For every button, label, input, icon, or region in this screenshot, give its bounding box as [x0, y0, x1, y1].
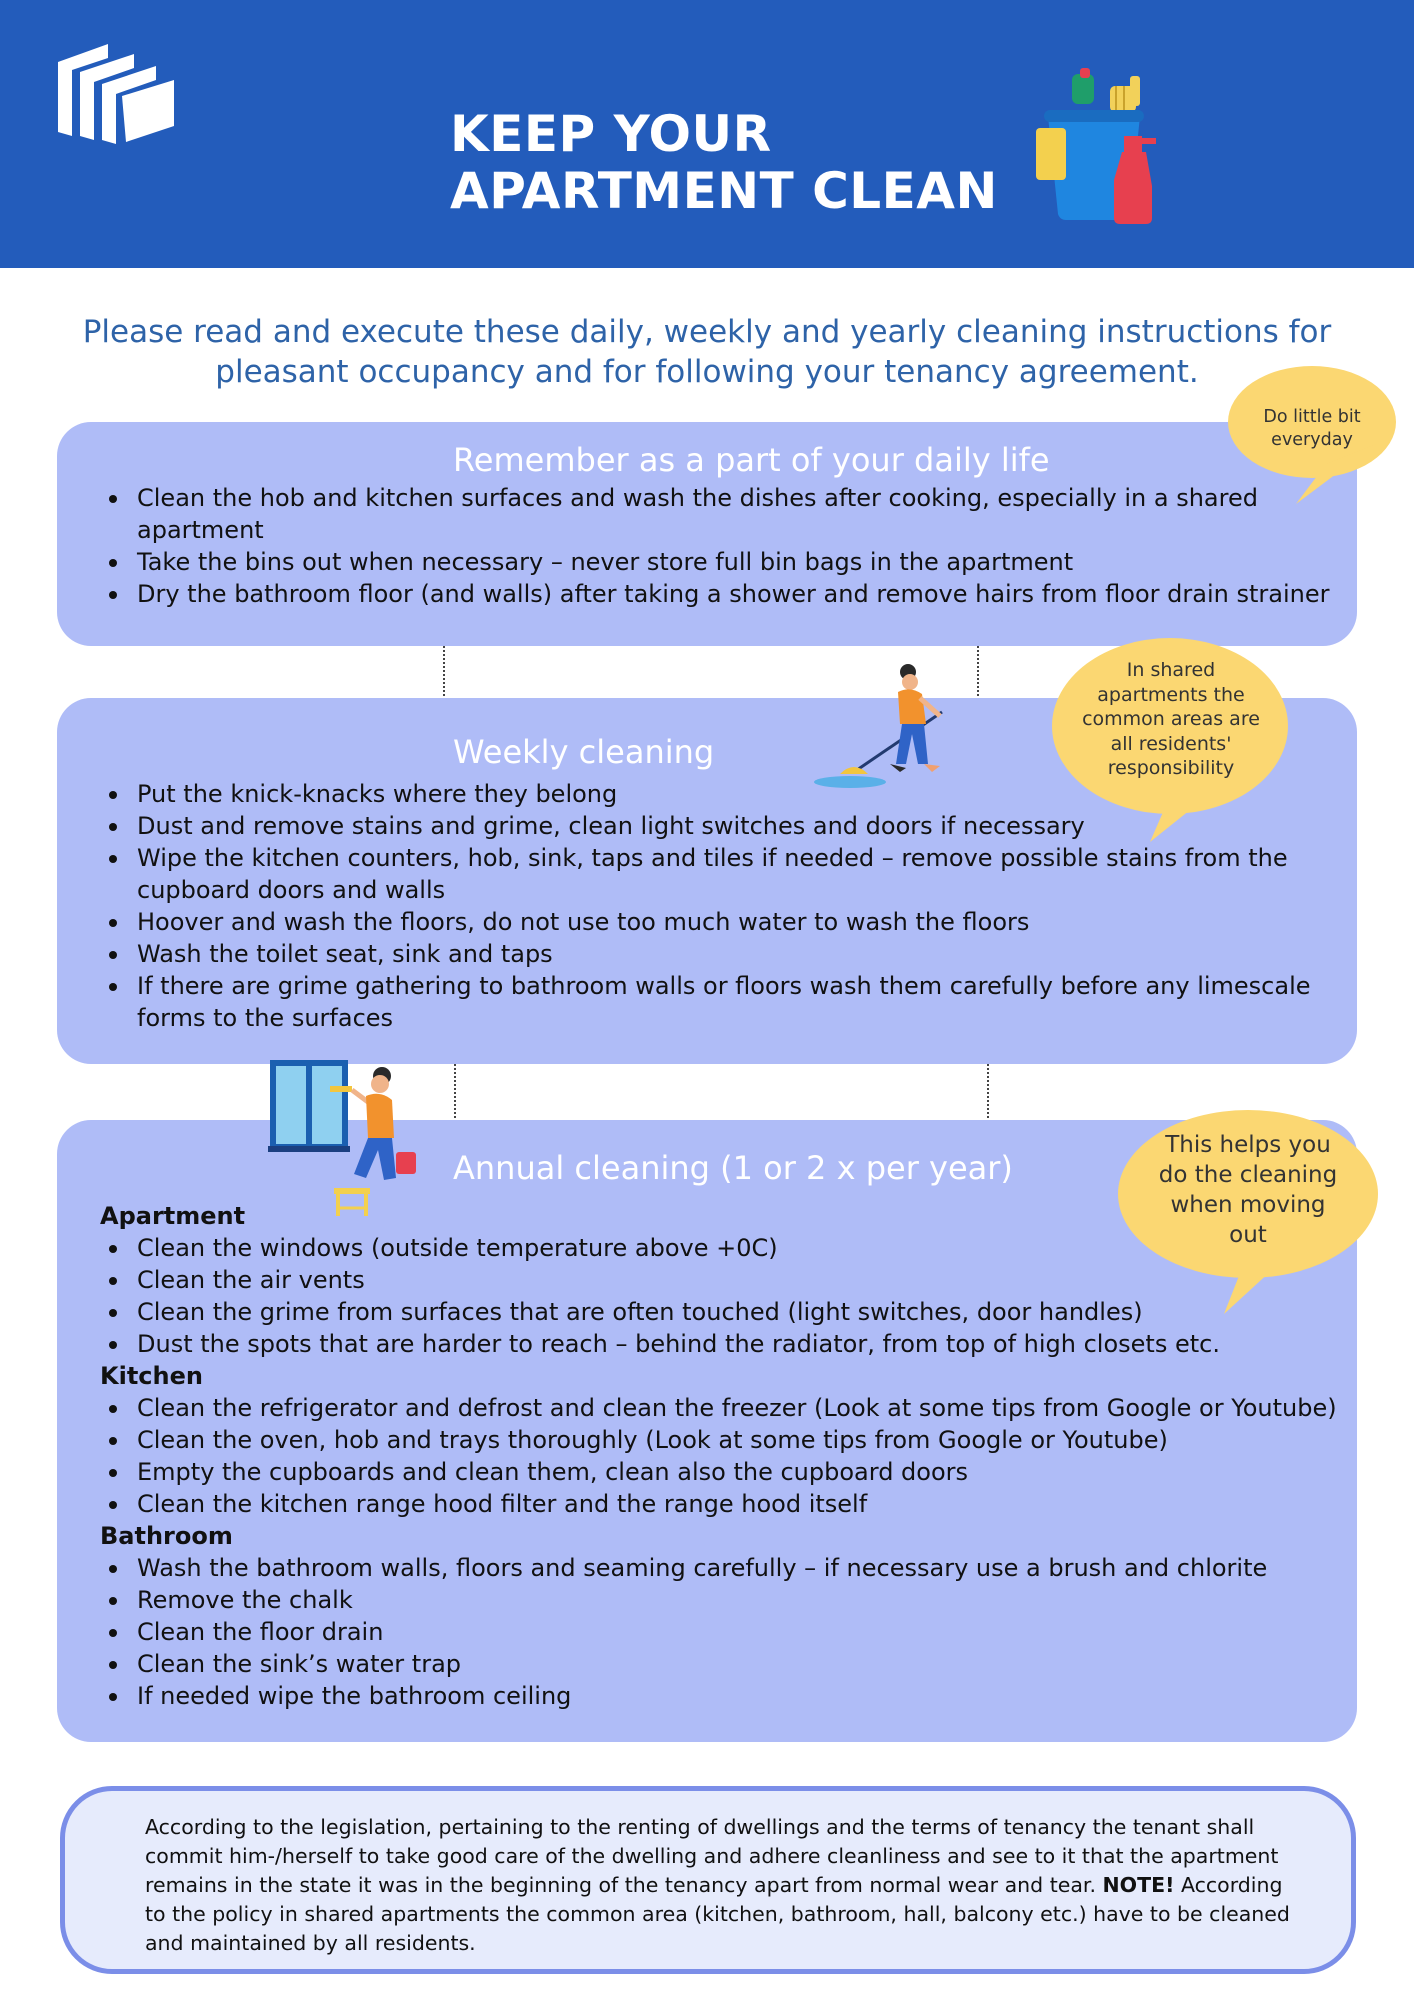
list-item: Clean the air vents: [137, 1264, 1337, 1296]
section-heading-bathroom: Bathroom: [100, 1522, 233, 1550]
legal-notice-text: [145, 1813, 1295, 1958]
list-item: Wash the bathroom walls, floors and seaming carefully – if necessary use a brush and chlorite: [137, 1552, 1337, 1584]
title-line-2: APARTMENT CLEAN: [450, 162, 998, 220]
annual-bubble-text: This helps you do the cleaning when moving out: [1158, 1132, 1338, 1248]
cleaning-bucket-icon: [1036, 68, 1160, 228]
daily-list: [137, 482, 1337, 610]
legal-notice-box: [60, 1786, 1356, 1974]
list-item: Wash the toilet seat, sink and taps: [137, 938, 1337, 970]
list-item: Empty the cupboards and clean them, clean also the cupboard doors: [137, 1456, 1357, 1488]
daily-bubble-text: Do little bit everyday: [1263, 407, 1361, 450]
list-item: Clean the windows (outside temperature above +0C): [137, 1232, 1337, 1264]
weekly-bubble-text: In shared apartments the common areas are all residents' responsibility: [1082, 659, 1260, 779]
list-item: Dust the spots that are harder to reach – behind the radiator, from top of high closets etc.: [137, 1328, 1337, 1360]
list-item: Remove the chalk: [137, 1584, 1337, 1616]
list-item: Put the knick-knacks where they belong: [137, 778, 1337, 810]
list-item: Clean the kitchen range hood filter and the range hood itself: [137, 1488, 1357, 1520]
list-item: Take the bins out when necessary – never store full bin bags in the apartment: [137, 546, 1337, 578]
daily-title: Remember as a part of your daily life: [453, 441, 1050, 479]
section-heading-kitchen: Kitchen: [100, 1362, 203, 1390]
list-item: Clean the refrigerator and defrost and clean the freezer (Look at some tips from Google or Youtube): [137, 1392, 1357, 1424]
weekly-speech-bubble: [1050, 636, 1292, 842]
daily-speech-bubble: [1226, 364, 1396, 504]
list-item: Dust and remove stains and grime, clean light switches and doors if necessary: [137, 810, 1337, 842]
annual-title: Annual cleaning (1 or 2 x per year): [453, 1149, 1013, 1187]
annual-speech-bubble: [1116, 1108, 1380, 1314]
kitchen-list: [137, 1392, 1357, 1520]
list-item: Clean the oven, hob and trays thoroughly (Look at some tips from Google or Youtube): [137, 1424, 1357, 1456]
note-label: NOTE!: [1102, 1873, 1175, 1897]
daily-card: [57, 422, 1357, 646]
list-item: Clean the floor drain: [137, 1616, 1337, 1648]
header-banner: [0, 0, 1414, 268]
list-item: Dry the bathroom floor (and walls) after taking a shower and remove hairs from floor drain strainer: [137, 578, 1337, 610]
title-line-1: KEEP YOUR: [450, 105, 772, 163]
page-title: [450, 106, 1010, 220]
list-item: Clean the grime from surfaces that are often touched (light switches, door handles): [137, 1296, 1337, 1328]
list-item: Hoover and wash the floors, do not use too much water to wash the floors: [137, 906, 1337, 938]
person-mopping-icon: [814, 664, 964, 794]
person-cleaning-window-icon: [268, 1058, 418, 1218]
intro-text: Please read and execute these daily, weekly and yearly cleaning instructions for pleasant occupancy and for following your tenancy agreement.: [82, 314, 1332, 390]
list-item: Clean the sink’s water trap: [137, 1648, 1337, 1680]
list-item: If there are grime gathering to bathroom walls or floors wash them carefully before any limescale forms to the surfaces: [137, 970, 1337, 1034]
list-item: Wipe the kitchen counters, hob, sink, taps and tiles if needed – remove possible stains from the cupboard doors and walls: [137, 842, 1337, 906]
notice-body: According to the legislation, pertaining to the renting of dwellings and the terms of tenancy the tenant shall commit him-/herself to take good care of the dwelling and adhere cleanliness and see to it that the apartment remains in the state it was in the beginning of the tenancy apart from normal wear and tear.: [145, 1815, 1279, 1897]
bathroom-list: [137, 1552, 1337, 1712]
building-blocks-logo-icon: [56, 36, 176, 144]
list-item: If needed wipe the bathroom ceiling: [137, 1680, 1337, 1712]
weekly-title: Weekly cleaning: [453, 733, 715, 771]
section-heading-apartment: Apartment: [100, 1202, 246, 1230]
list-item: Clean the hob and kitchen surfaces and wash the dishes after cooking, especially in a shared apartment: [137, 482, 1337, 546]
note-text: According to the policy in shared apartments the common area (kitchen, bathroom, hall, balcony etc.) have to be cleaned and maintained by all residents.: [145, 1873, 1290, 1955]
